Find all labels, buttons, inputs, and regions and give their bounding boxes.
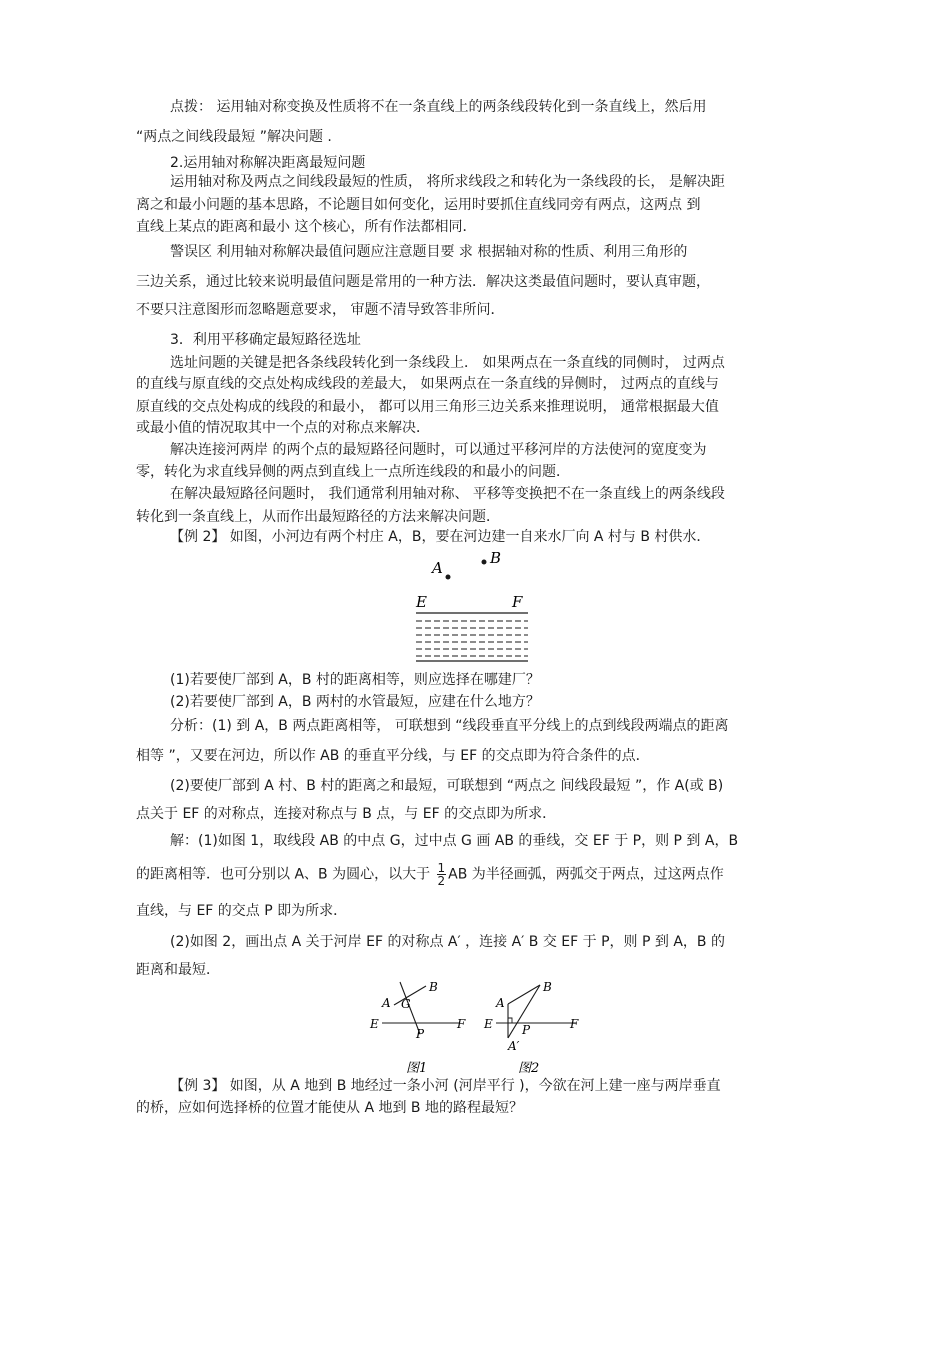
text-line: 直线，与 EF 的交点 P 即为所求． <box>136 903 348 919</box>
point-label-a: A <box>496 996 505 1010</box>
text-line: 警误区 利用轴对称解决最值问题应注意题目要 求 根据轴对称的性质、利用三角形的 <box>170 244 688 260</box>
label-e: E <box>484 1017 493 1031</box>
point-label-p: P <box>416 1027 425 1041</box>
fraction-one-half <box>437 862 447 887</box>
figure-1 <box>368 976 470 1076</box>
text-line: 解决连接河两岸 的两个点的最短路径问题时，可以通过平移河岸的方法使河的宽度变为 <box>170 442 707 458</box>
figure-2 <box>482 976 584 1076</box>
point-label-b: B <box>543 980 552 994</box>
label-f: F <box>457 1017 466 1031</box>
text-line: 零，转化为求直线异侧的两点到直线上一点所连线段的和最小的问题． <box>136 464 570 480</box>
section-heading: 2.运用轴对称解决距离最短问题 <box>170 155 366 171</box>
point-label-a: A <box>432 559 443 577</box>
question-line: (1)若要使厂部到 A，B 村的距离相等，则应选择在哪建厂？ <box>170 672 540 688</box>
text-line: 点拨： 运用轴对称变换及性质将不在一条直线上的两条线段转化到一条直线上，然后用 <box>170 99 707 115</box>
text-line: 转化到一条直线上，从而作出最短路径的方法来解决问题． <box>136 509 500 525</box>
fraction-numerator: 1 <box>437 861 446 875</box>
section-heading: 3．利用平移确定最短路径选址 <box>170 332 361 348</box>
text-line: 选址问题的关键是把各条线段转化到一条线段上． 如果两点在一条直线的同侧时， 过两点 <box>170 355 725 371</box>
river-water <box>416 621 528 656</box>
text-line: 解：(1)如图 1，取线段 AB 的中点 G，过中点 G 画 AB 的垂线，交 EF 于 P，则 P 到 A，B <box>170 833 739 849</box>
figure-caption: 图2 <box>518 1061 540 1076</box>
text-line: 不要只注意图形而忽略题意要求， 审题不清导致答非所问． <box>136 302 505 318</box>
village-a-dot <box>446 575 451 580</box>
river-village-figure <box>410 545 535 667</box>
text-line: 的直线与原直线的交点处构成线段的差最大， 如果两点在一条直线的异侧时， 过两点的直线与 <box>136 376 719 392</box>
segment-ab <box>508 985 540 1004</box>
text-line: 的桥，应如何选择桥的位置才能使从 A 地到 B 地的路程最短？ <box>136 1100 523 1116</box>
label-e: E <box>416 593 427 611</box>
text-line-with-fraction <box>136 862 816 887</box>
text-line: “两点之间线段最短 ”解决问题 . <box>136 129 332 145</box>
text-line: (2)如图 2，画出点 A 关于河岸 EF 的对称点 A′ ，连接 A′ B 交 EF 于 P，则 P 到 A，B 的 <box>170 934 725 950</box>
example-heading: 【例 2】 如图，小河边有两个村庄 A，B，要在河边建一自来水厂向 A 村与 B 村供水． <box>170 529 711 545</box>
point-label-g: G <box>401 997 411 1011</box>
text-line: 在解决最短路径问题时， 我们通常利用轴对称、 平移等变换把不在一条直线上的两条线段 <box>170 486 725 502</box>
village-b-dot <box>482 560 487 565</box>
text-line: 或最小值的情况取其中一个点的对称点来解决． <box>136 420 430 436</box>
text-line: 分析：(1) 到 A，B 两点距离相等， 可联想到 “线段垂直平分线上的点到线段两端点的距离 <box>170 718 729 734</box>
text-line: 直线上某点的距离和最小 这个核心，所有作法都相同． <box>136 219 477 235</box>
point-label-b: B <box>429 980 438 994</box>
point-label-p: P <box>522 1023 531 1037</box>
point-label-a-prime: A′ <box>508 1039 520 1053</box>
example-heading: 【例 3】 如图，从 A 地到 B 地经过一条小河 (河岸平行 )，今欲在河上建一座与两岸垂直 <box>170 1078 721 1094</box>
label-f: F <box>512 593 523 611</box>
text-span: AB 为半径画弧，两弧交于两点，过这两点作 <box>448 866 724 883</box>
text-line: 相等 ”，又要在河边，所以作 AB 的垂直平分线，与 EF 的交点即为符合条件的点． <box>136 748 650 764</box>
label-e: E <box>370 1017 379 1031</box>
label-f: F <box>570 1017 579 1031</box>
text-line: 距离和最短． <box>136 962 220 978</box>
text-line: 三边关系，通过比较来说明最值问题是常用的一种方法．解决这类最值问题时，要认真审题， <box>136 274 710 290</box>
text-line: 原直线的交点处构成的线段的和最小， 都可以用三角形三边关系来推理说明， 通常根据最大值 <box>136 399 719 415</box>
point-label-a: A <box>382 996 391 1010</box>
point-label-b: B <box>490 549 502 567</box>
text-span: 的距离相等．也可分别以 A、B 为圆心，以大于 <box>136 866 435 883</box>
text-line: 离之和最小问题的基本思路，不论题目如何变化，运用时要抓住直线同旁有两点，这两点 到 <box>136 197 701 213</box>
text-line: 运用轴对称及两点之间线段最短的性质， 将所求线段之和转化为一条线段的长， 是解决距 <box>170 174 725 190</box>
text-line: (2)要使厂部到 A 村、B 村的距离之和最短，可联想到 “两点之 间线段最短 ”，作 A(或 B) <box>170 778 724 794</box>
text-line: 点关于 EF 的对称点，连接对称点与 B 点，与 EF 的交点即为所求． <box>136 806 557 822</box>
right-angle-mark <box>508 1018 512 1023</box>
fraction-denominator: 2 <box>437 874 446 888</box>
question-line: (2)若要使厂部到 A，B 两村的水管最短，应建在什么地方？ <box>170 694 540 710</box>
figure-caption: 图1 <box>406 1061 428 1076</box>
